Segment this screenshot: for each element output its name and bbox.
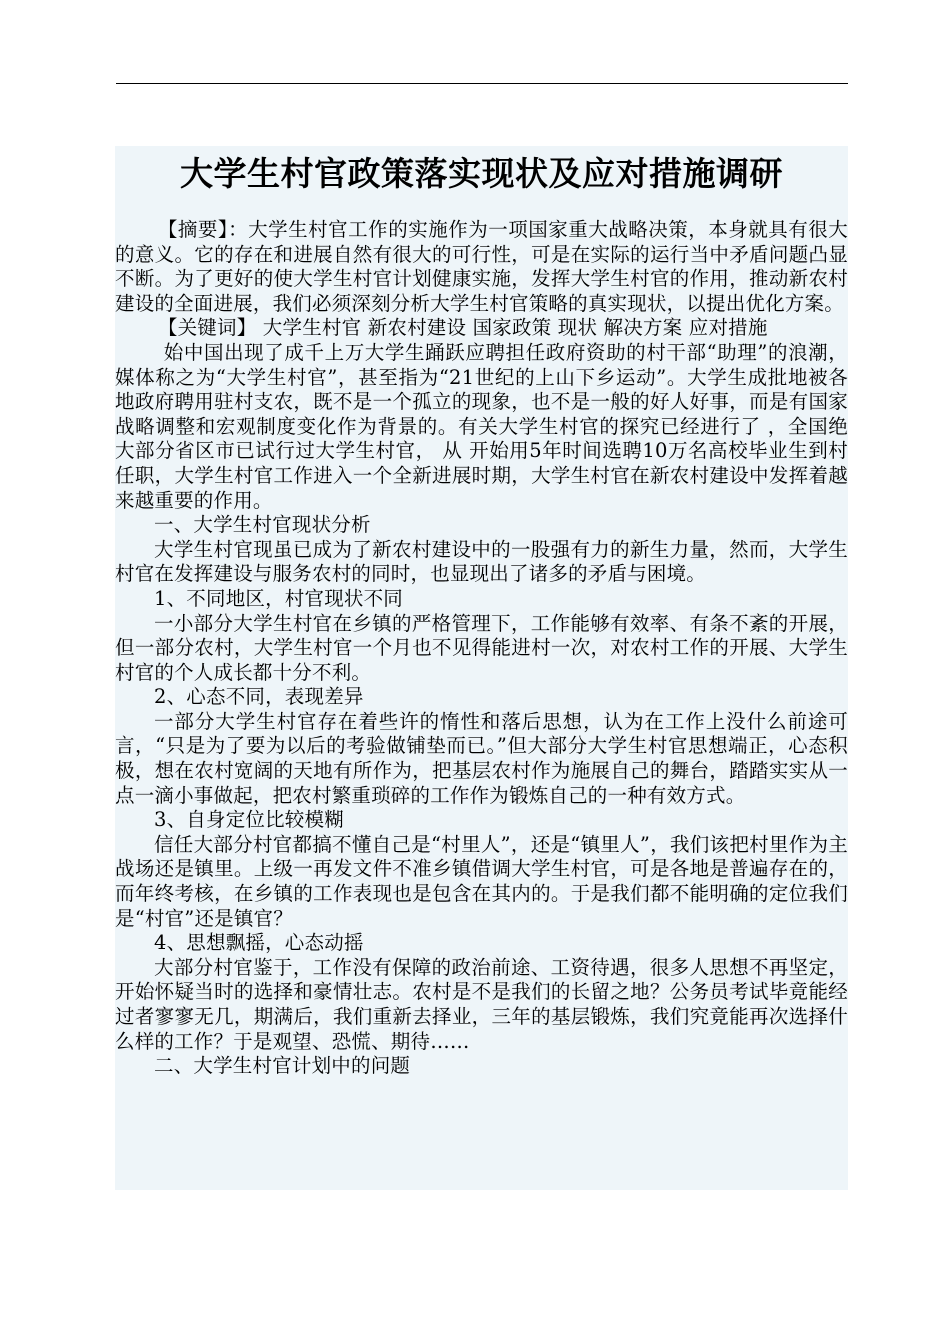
article-text: [115, 218, 848, 1079]
subheading-4: 4、思想飘摇，心态动摇: [154, 931, 364, 955]
subheading-1: 1、不同地区，村官现状不同: [154, 586, 404, 610]
subheading-3: 3、自身定位比较模糊: [154, 808, 344, 832]
body-paragraph: 大学生村官现虽已成为了新农村建设中的一股强有力的新生力量，然而，大学生村官在发挥建设与服务农村的同时，也显现出了诸多的矛盾与困境。: [115, 537, 848, 586]
keywords-paragraph: 【关键词】 大学生村官 新农村建设 国家政策 现状 解决方案 应对措施: [157, 316, 768, 340]
page-title: 大学生村官政策落实现状及应对措施调研: [180, 154, 783, 193]
section-heading-2: 二、大学生村官计划中的问题: [154, 1054, 411, 1078]
section-heading-1: 一、大学生村官现状分析: [154, 513, 371, 537]
intro-paragraph: 始中国出现了成千上万大学生踊跃应聘担任政府资助的村干部“助理”的浪潮，媒体称之为“大学生村官”，甚至指为“21世纪的上山下乡运动”。大学生成批地被各地政府聘用驻村支农，既不是一个孤立的现象，也不是一般的好人好事，而是有国家战略调整和宏观制度变化作为背景的。有关大学生村官的探究已经进行了 ，全国绝大部分省区市已试行过大学生村官， 从 开始用5年时间选聘10万名高校毕业生到村任职，大学生村官工作进入一个全新进展时期，大学生村官在新农村建设中发挥着越来越重要的作用。: [115, 340, 848, 512]
header-rule: [116, 83, 848, 84]
body-paragraph: 大部分村官鉴于，工作没有保障的政治前途、工资待遇，很多人思想不再坚定，开始怀疑当时的选择和豪情壮志。农村是不是我们的长留之地？公务员考试毕竟能经过者寥寥无几，期满后，我们重新去择业，三年的基层锻炼，我们究竟能再次选择什么样的工作？于是观望、恐慌、期待……: [115, 955, 848, 1053]
body-paragraph: 一部分大学生村官存在着些许的惰性和落后思想，认为在工作上没什么前途可言，“只是为了要为以后的考验做铺垫而已。”但大部分大学生村官思想端正，心态积极，想在农村宽阔的天地有所作为，把基层农村作为施展自己的舞台，踏踏实实从一点一滴小事做起，把农村繁重琐碎的工作作为锻炼自己的一种有效方式。: [115, 709, 848, 807]
subheading-2: 2、心态不同，表现差异: [154, 685, 364, 709]
body-paragraph: 一小部分大学生村官在乡镇的严格管理下，工作能够有效率、有条不紊的开展，但一部分农村，大学生村官一个月也不见得能进村一次，对农村工作的开展、大学生村官的个人成长都十分不利。: [115, 611, 848, 684]
body-paragraph: 信任大部分村官都搞不懂自己是“村里人”，还是“镇里人”，我们该把村里作为主战场还是镇里。上级一再发文件不准乡镇借调大学生村官，可是各地是普遍存在的，而年终考核，在乡镇的工作表现也是包含在其内的。于是我们都不能明确的定位我们是“村官”还是镇官？: [115, 832, 848, 930]
document-body: [115, 146, 848, 1190]
abstract-paragraph: 【摘要】：大学生村官工作的实施作为一项国家重大战略决策，本身就具有很大的意义。它的存在和进展自然有很大的可行性，可是在实际的运行当中矛盾问题凸显不断。为了更好的使大学生村官计划健康实施，发挥大学生村官的作用，推动新农村建设的全面进展，我们必须深刻分析大学生村官策略的真实现状，以提出优化方案。: [115, 218, 848, 315]
